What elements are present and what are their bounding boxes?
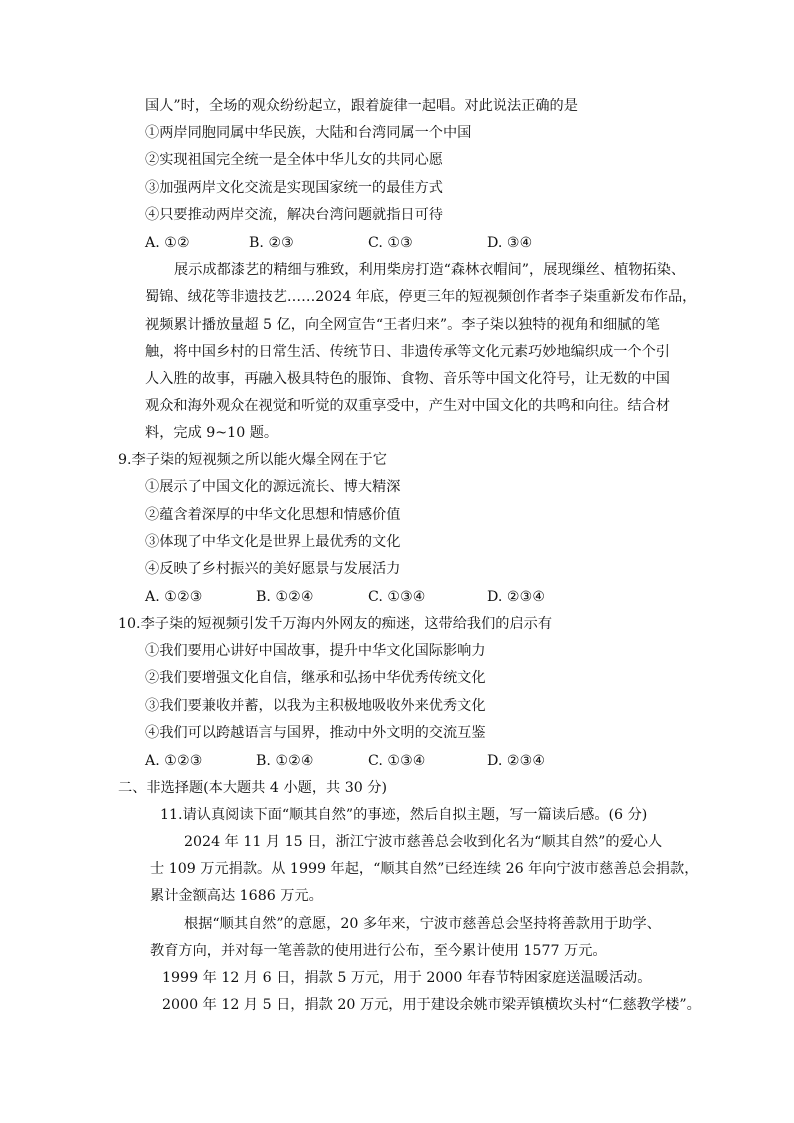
q8-option-a: A. ①② [145, 235, 190, 251]
q8-option-b: B. ②③ [249, 235, 294, 251]
q10-option-c: C. ①③④ [368, 753, 426, 769]
q8-option-d: D. ③④ [487, 235, 533, 251]
q10-statement-2: ②我们要增强文化自信，继承和弘扬中华优秀传统文化 [145, 670, 486, 686]
q9-option-c: C. ①③④ [368, 589, 426, 605]
q10-statement-4: ④我们可以跨越语言与国界，推动中外文明的交流互鉴 [145, 725, 486, 741]
q10-statement-3: ③我们要兼收并蓄，以我为主积极地吸收外来优秀文化 [145, 698, 486, 714]
q11-para1-line-2: 士 109 万元捐款。从 1999 年起，“顺其自然”已经连续 26 年向宁波市慈善总会捐款， [150, 861, 699, 877]
q9-stem: 9.李子柒的短视频之所以能火爆全网在于它 [118, 452, 387, 468]
q11-para1-line-3: 累计金额高达 1686 万元。 [150, 888, 323, 904]
q9-option-a: A. ①②③ [145, 589, 203, 605]
q8-statement-4: ④只要推动两岸交流，解决台湾问题就指日可待 [145, 207, 443, 223]
q8-statement-1: ①两岸同胞同属中华民族，大陆和台湾同属一个中国 [145, 125, 472, 141]
q8-option-c: C. ①③ [368, 235, 413, 251]
q10-option-a: A. ①②③ [145, 753, 203, 769]
material-line-4: 触，将中国乡村的日常生活、传统节日、非遗传承等文化元素巧妙地编织成一个个引 [145, 344, 670, 360]
section-heading: 二、非选择题(本大题共 4 小题，共 30 分) [118, 780, 388, 796]
q10-option-d: D. ②③④ [487, 753, 546, 769]
material-line-1: 展示成都漆艺的精细与雅致，利用柴房打造“森林衣帽间”，展现缫丝、植物拓染、 [174, 262, 686, 278]
q11-record-1: 1999 年 12 月 6 日，捐款 5 万元，用于 2000 年春节特困家庭送温暖活动。 [162, 970, 652, 986]
q9-statement-1: ①展示了中国文化的源远流长、博大精深 [145, 479, 401, 495]
q9-statement-2: ②蕴含着深厚的中华文化思想和情感价值 [145, 507, 401, 523]
material-line-6: 观众和海外观众在视觉和听觉的双重享受中，产生对中国文化的共鸣和向往。结合材 [145, 398, 670, 414]
q9-statement-3: ③体现了中华文化是世界上最优秀的文化 [145, 534, 401, 550]
material-line-2: 蜀锦、绒花等非遗技艺……2024 年底，停更三年的短视频创作者李子柒重新发布作品， [145, 289, 697, 305]
q10-statement-1: ①我们要用心讲好中国故事，提升中华文化国际影响力 [145, 643, 486, 659]
material-line-3: 视频累计播放量超 5 亿，向全网宣告“王者归来”。李子柒以独特的视角和细腻的笔 [145, 317, 660, 333]
q10-option-b: B. ①②④ [256, 753, 314, 769]
q11-para2-line-2: 教育方向，并对每一笔善款的使用进行公布，至今累计使用 1577 万元。 [150, 943, 607, 959]
q8-statement-2: ②实现祖国完全统一是全体中华儿女的共同心愿 [145, 152, 443, 168]
q11-para2-line-1: 根据“顺其自然”的意愿，20 多年来，宁波市慈善总会坚持将善款用于助学、 [184, 916, 661, 932]
q11-stem: 11.请认真阅读下面“顺其自然”的事迹，然后自拟主题，写一篇读后感。(6 分) [160, 807, 648, 823]
q8-stem-tail: 国人”时，全场的观众纷纷起立，跟着旋律一起唱。对此说法正确的是 [145, 98, 578, 114]
q9-option-b: B. ①②④ [256, 589, 314, 605]
q8-statement-3: ③加强两岸文化交流是实现国家统一的最佳方式 [145, 180, 443, 196]
q11-record-2: 2000 年 12 月 5 日，捐款 20 万元，用于建设余姚市梁弄镇横坎头村“仁慈教学楼”。 [162, 997, 701, 1013]
material-line-7: 料，完成 9~10 题。 [145, 425, 279, 441]
q9-option-d: D. ②③④ [487, 589, 546, 605]
q10-stem: 10.李子柒的短视频引发千万海内外网友的痴迷，这带给我们的启示有 [118, 616, 553, 632]
q11-para1-line-1: 2024 年 11 月 15 日，浙江宁波市慈善总会收到化名为“顺其自然”的爱心人 [184, 834, 663, 850]
material-line-5: 人入胜的故事，再融入极具特色的服饰、食物、音乐等中国文化符号，让无数的中国 [145, 371, 670, 387]
q9-statement-4: ④反映了乡村振兴的美好愿景与发展活力 [145, 561, 401, 577]
